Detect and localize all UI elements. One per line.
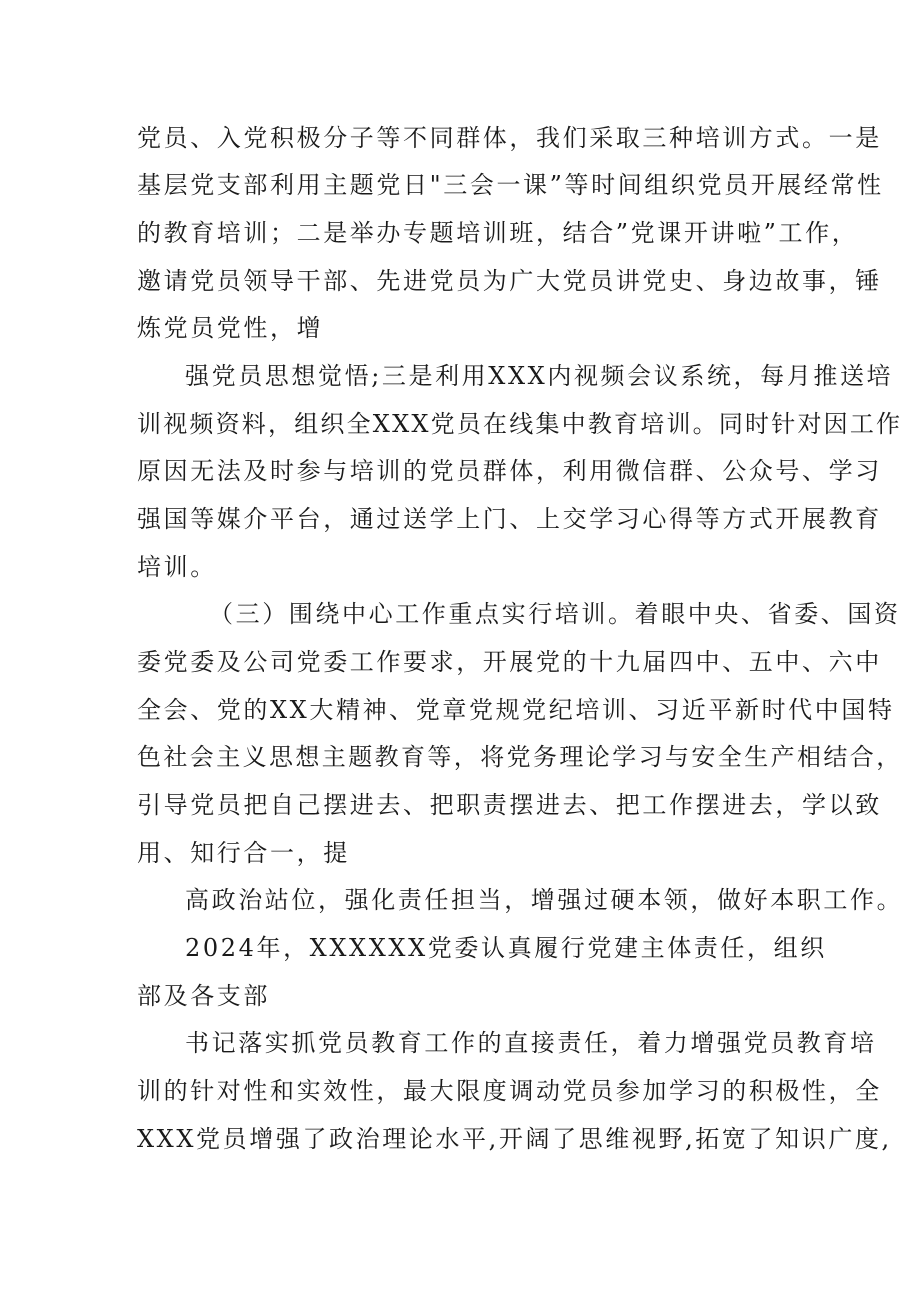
paragraph-first-line: 高政治站位，强化责任担当，增强过硬本领，做好本职工作。 [185, 886, 904, 914]
text-line: 引导党员把自己摆进去、把职责摆进去、把工作摆进去，学以致 [137, 791, 882, 819]
text-line: 部及各支部 [137, 982, 270, 1010]
text-line: 色社会主义思想主题教育等，将党务理论学习与安全生产相结合， [137, 743, 903, 771]
text-line: 强国等媒介平台，通过送学上门、上交学习心得等方式开展教育 [137, 505, 882, 533]
text-line: 用、知行合一，提 [137, 839, 350, 867]
text-line: 的教育培训；二是举办专题培训班，结合”党课开讲啦”工作， [137, 219, 859, 247]
text-line: 党员、入党积极分子等不同群体，我们采取三种培训方式。一是 [137, 124, 882, 152]
text-line: XXX党员增强了政治理论水平,开阔了思维视野,拓宽了知识广度, [137, 1125, 892, 1153]
text-line: 炼党员党性，增 [137, 314, 324, 342]
text-line: 培训。 [137, 553, 217, 581]
section-heading-line: （三）围绕中心工作重点实行培训。着眼中央、省委、国资 [209, 600, 901, 628]
paragraph-first-line: 2024年，XXXXXX党委认真履行党建主体责任，组织 [185, 934, 827, 962]
text-line: 邀请党员领导干部、先进党员为广大党员讲党史、身边故事，锤 [137, 267, 882, 295]
text-line: 委党委及公司党委工作要求，开展党的十九届四中、五中、六中 [137, 648, 882, 676]
text-line: 训视频资料，组织全XXX党员在线集中教育培训。同时针对因工作 [137, 410, 903, 438]
text-line: 全会、党的XX大精神、党章党规党纪培训、习近平新时代中国特 [137, 696, 895, 724]
text-line: 基层党支部利用主题党日"三会一课”等时间组织党员开展经常性 [137, 171, 884, 199]
text-line: 训的针对性和实效性，最大限度调动党员参加学习的积极性，全 [137, 1077, 882, 1105]
paragraph-first-line: 强党员思想觉悟;三是利用XXX内视频会议系统，每月推送培 [185, 362, 894, 390]
paragraph-first-line: 书记落实抓党员教育工作的直接责任，着力增强党员教育培 [185, 1029, 877, 1057]
text-line: 原因无法及时参与培训的党员群体，利用微信群、公众号、学习 [137, 457, 882, 485]
